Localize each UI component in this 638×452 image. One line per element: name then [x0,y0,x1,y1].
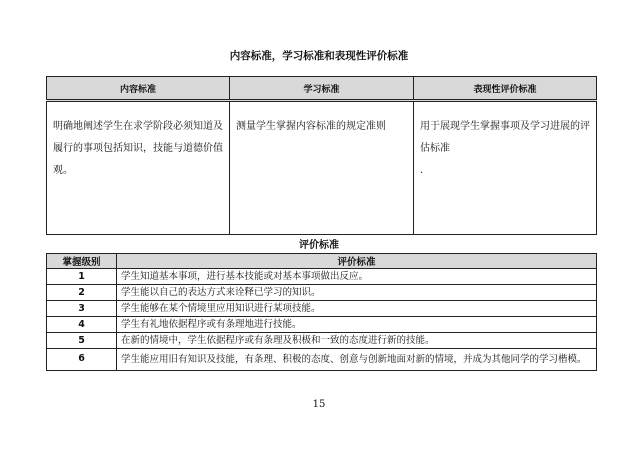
level-number: 2 [47,285,117,301]
table-row [47,333,597,349]
level-description: 学生能够在某个情境里应用知识进行某项技能。 [117,301,597,317]
level-number: 1 [47,269,117,285]
level-description: 在新的情境中，学生依据程序或有条理及积极和一致的态度进行新的技能。 [117,333,597,349]
level-description: 学生知道基本事项，进行基本技能或对基本事项做出反应。 [117,269,597,285]
header-content-standard: 内容标准 [47,77,230,101]
standards-table [46,76,597,235]
header-learning-standard: 学习标准 [230,77,414,101]
evaluation-header-row [47,254,597,269]
level-description: 学生能以自己的表达方式来诠释已学习的知识。 [117,285,597,301]
table-row [47,317,597,333]
performance-standard-definition: 用于展现学生掌握事项及学习进展的评估标准 [420,121,590,154]
table-row [47,285,597,301]
page-number: 15 [312,399,326,410]
header-evaluation-criteria: 评价标准 [117,254,597,269]
table-row [47,269,597,285]
evaluation-table [46,253,597,371]
header-performance-standard: 表现性评价标准 [414,77,597,101]
learning-standard-definition: 测量学生掌握内容标准的规定准则 [230,101,414,235]
evaluation-subtitle: 评价标准 [299,240,339,251]
standards-header-row [47,77,597,101]
level-number: 3 [47,301,117,317]
standards-body-row [47,101,597,235]
performance-standard-definition-cell [414,101,597,235]
document-title: 内容标准，学习标准和表现性评价标准 [229,50,409,62]
content-standard-definition: 明确地阐述学生在求学阶段必须知道及履行的事项包括知识，技能与道德价值观。 [47,101,230,235]
stray-period: . [420,165,424,176]
table-row [47,349,597,371]
table-row [47,301,597,317]
level-number: 6 [47,349,117,371]
level-description: 学生有礼地依据程序或有条理地进行技能。 [117,317,597,333]
level-number: 4 [47,317,117,333]
level-number: 5 [47,333,117,349]
level-description: 学生能应用旧有知识及技能，有条理、积极的态度、创意与创新地面对新的情境，并成为其他同学的学习楷模。 [117,349,597,371]
header-mastery-level: 掌握级别 [47,254,117,269]
